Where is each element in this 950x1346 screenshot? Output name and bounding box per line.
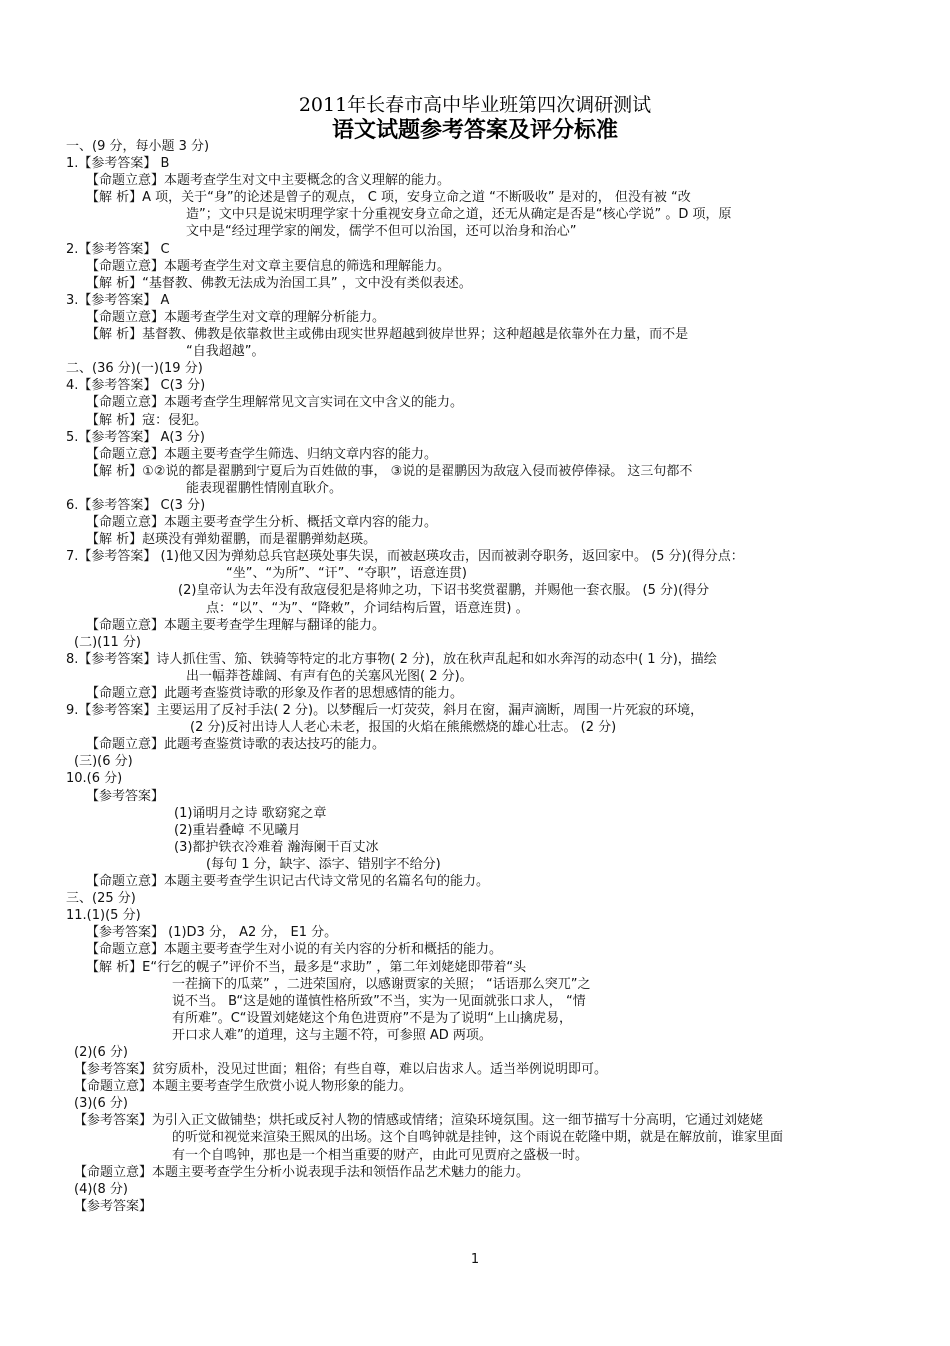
text-line: 8.【参考答案】诗人抓住雪、笳、铁骑等特定的北方事物( 2 分)，放在秋声乱起和如水奔泻的动态中( 1 分)，描绘 bbox=[66, 651, 717, 667]
text-line: 【解 析】E“行乞的幌子”评价不当，最多是“求助” ，第二年刘姥姥即带着“头 bbox=[86, 959, 527, 975]
text-line: 5.【参考答案】 A(3 分) bbox=[66, 429, 205, 445]
text-line: (3)都护铁衣冷难着 瀚海阑干百丈冰 bbox=[174, 839, 379, 855]
text-line: 【命题立意】本题主要考查学生欣赏小说人物形象的能力。 bbox=[74, 1079, 413, 1095]
document-title: 2011年长春市高中毕业班第四次调研测试 bbox=[298, 94, 652, 116]
text-line: 10.(6 分) bbox=[66, 771, 123, 787]
text-line: 11.(1)(5 分) bbox=[66, 908, 141, 924]
text-line: 【命题立意】本题考查学生对文中主要概念的含义理解的能力。 bbox=[86, 173, 451, 189]
text-line: (2)皇帝认为去年没有敌寇侵犯是将帅之功，下诏书奖赏翟鹏，并赐他一套衣服。 (5 分)(得分 bbox=[178, 583, 710, 599]
text-line: 【命题立意】本题主要考查学生分析、概括文章内容的能力。 bbox=[86, 515, 438, 531]
text-line: (4)(8 分) bbox=[74, 1181, 128, 1197]
text-line: (每句 1 分，缺字、添字、错别字不给分) bbox=[206, 856, 441, 872]
text-line: 【参考答案】 (1)D3 分， A2 分， E1 分。 bbox=[86, 925, 338, 941]
text-line: 说不当。 B“这是她的谨慎性格所致”不当，实为一见面就张口求人， “情 bbox=[172, 993, 586, 1009]
text-line: 【解 析】①②说的都是翟鹏到宁夏后为百姓做的事， ③说的是翟鹏因为敌寇入侵而被停俸禄。 这三句都不 bbox=[86, 463, 693, 479]
text-line: 9.【参考答案】主要运用了反衬手法( 2 分)。以梦醒后一灯荧荧，斜月在窗，漏声滴断，周围一片死寂的环境， bbox=[66, 703, 704, 719]
text-line: 【解 析】A 项，关于“身”的论述是曾子的观点， C 项，安身立命之道 “不断吸收” 是对的， 但没有被 “改 bbox=[86, 190, 691, 206]
text-line: 【命题立意】本题主要考查学生筛选、归纳文章内容的能力。 bbox=[86, 446, 438, 462]
page-number: 1 bbox=[470, 1252, 480, 1267]
text-line: (2)(6 分) bbox=[74, 1044, 128, 1060]
text-line: (1)诵明月之诗 歌窈窕之章 bbox=[174, 805, 327, 821]
text-line: 有所难”。C“设置刘姥姥这个角色进贾府”不是为了说明“上山擒虎易， bbox=[172, 1010, 573, 1026]
text-line: 6.【参考答案】 C(3 分) bbox=[66, 497, 206, 513]
text-line: 出一幅莽苍雄阔、有声有色的关塞风光图( 2 分)。 bbox=[186, 668, 473, 684]
text-line: 的听觉和视觉来渲染王熙凤的出场。这个自鸣钟就是挂钟，这个雨说在乾隆中期，就是在解放前，谁家里面 bbox=[172, 1130, 784, 1146]
text-line: 【参考答案】 bbox=[74, 1198, 153, 1214]
text-line: 2.【参考答案】 C bbox=[66, 241, 170, 257]
text-line: 【参考答案】 bbox=[86, 788, 165, 804]
answer-content bbox=[66, 138, 886, 1215]
text-line: 【命题立意】本题主要考查学生对小说的有关内容的分析和概括的能力。 bbox=[86, 942, 503, 958]
text-line: “坐”、“为所”、“讦”、“夺职”，语意连贯) bbox=[226, 566, 467, 582]
text-line: 【命题立意】此题考查鉴赏诗歌的形象及作者的思想感情的能力。 bbox=[86, 686, 464, 701]
text-line: 一茬摘下的瓜菜” ，二进荣国府，以感谢贾家的关照； “话语那么突兀”之 bbox=[172, 976, 591, 992]
text-line: 点：“以”、“为”、“降敕”，介词结构后置，语意连贯) 。 bbox=[206, 600, 529, 616]
text-line: 开口求人难”的道理，这与主题不符，可参照 AD 两项。 bbox=[172, 1027, 492, 1043]
text-line: 【解 析】赵瑛没有弹劾翟鹏，而是翟鹏弹劾赵瑛。 bbox=[86, 532, 377, 548]
text-line: (3)(6 分) bbox=[74, 1096, 128, 1112]
text-line: 7.【参考答案】 (1)他又因为弹劾总兵官赵瑛处事失误，而被赵瑛攻击，因而被剥夺职务，返回家中。 (5 分)(得分点： bbox=[66, 549, 744, 565]
text-line: 【命题立意】此题考查鉴赏诗歌的表达技巧的能力。 bbox=[86, 737, 386, 753]
text-line: 1.【参考答案】 B bbox=[66, 156, 170, 172]
text-line: 有一个自鸣钟，那也是一个相当重要的财产，由此可见贾府之盛极一时。 bbox=[172, 1147, 589, 1163]
text-line: 【命题立意】本题考查学生对文章主要信息的筛选和理解能力。 bbox=[86, 258, 451, 274]
text-line: 【命题立意】本题主要考查学生理解与翻译的能力。 bbox=[86, 617, 386, 633]
text-line: 【参考答案】为引入正文做铺垫；烘托或反衬人物的情感或情绪；渲染环境氛围。这一细节描写十分高明，它通过刘姥姥 bbox=[74, 1113, 764, 1129]
text-line: 【命题立意】本题主要考查学生识记古代诗文常见的名篇名句的能力。 bbox=[86, 874, 490, 890]
text-line: 3.【参考答案】 A bbox=[66, 292, 170, 308]
document-subtitle: 语文试题参考答案及评分标准 bbox=[331, 117, 618, 143]
text-line: 造”；文中只是说宋明理学家十分重视安身立命之道，还无从确定是否是“核心学说” 。D 项，原 bbox=[186, 207, 732, 223]
text-line: 【解 析】“基督教、佛教无法成为治国工具” ，文中没有类似表述。 bbox=[86, 275, 472, 291]
text-line: 一、(9 分，每小题 3 分) bbox=[66, 139, 210, 154]
text-line: 4.【参考答案】 C(3 分) bbox=[66, 378, 206, 394]
text-line: 二、(36 分)(一)(19 分) bbox=[66, 361, 203, 377]
text-line: 能表现翟鹏性情刚直耿介。 bbox=[186, 480, 343, 496]
text-line: 【命题立意】本题考查学生理解常见文言实词在文中含义的能力。 bbox=[86, 395, 464, 411]
text-line: (2)重岩叠嶂 不见曦月 bbox=[174, 822, 301, 838]
text-line: 【解 析】寇：侵犯。 bbox=[86, 412, 208, 428]
text-line: 【命题立意】本题考查学生对文章的理解分析能力。 bbox=[86, 309, 386, 325]
text-line: 文中是“经过理学家的阐发，儒学不但可以治国，还可以治身和治心” bbox=[186, 224, 577, 240]
text-line: 【命题立意】本题主要考查学生分析小说表现手法和领悟作品艺术魅力的能力。 bbox=[74, 1164, 530, 1180]
text-line: “自我超越”。 bbox=[186, 344, 265, 360]
text-line: (二)(11 分) bbox=[74, 634, 141, 650]
text-line: 【解 析】基督教、佛教是依靠救世主或佛由现实世界超越到彼岸世界；这种超越是依靠外在力量，而不是 bbox=[86, 327, 689, 343]
text-line: (三)(6 分) bbox=[74, 754, 133, 770]
text-line: (2 分)反衬出诗人人老心未老，报国的火焰在熊熊燃烧的雄心壮志。 (2 分) bbox=[190, 720, 617, 736]
text-line: 【参考答案】贫穷质朴，没见过世面；粗俗；有些自尊，难以启齿求人。适当举例说明即可。 bbox=[74, 1062, 608, 1078]
text-line: 三、(25 分) bbox=[66, 891, 136, 907]
